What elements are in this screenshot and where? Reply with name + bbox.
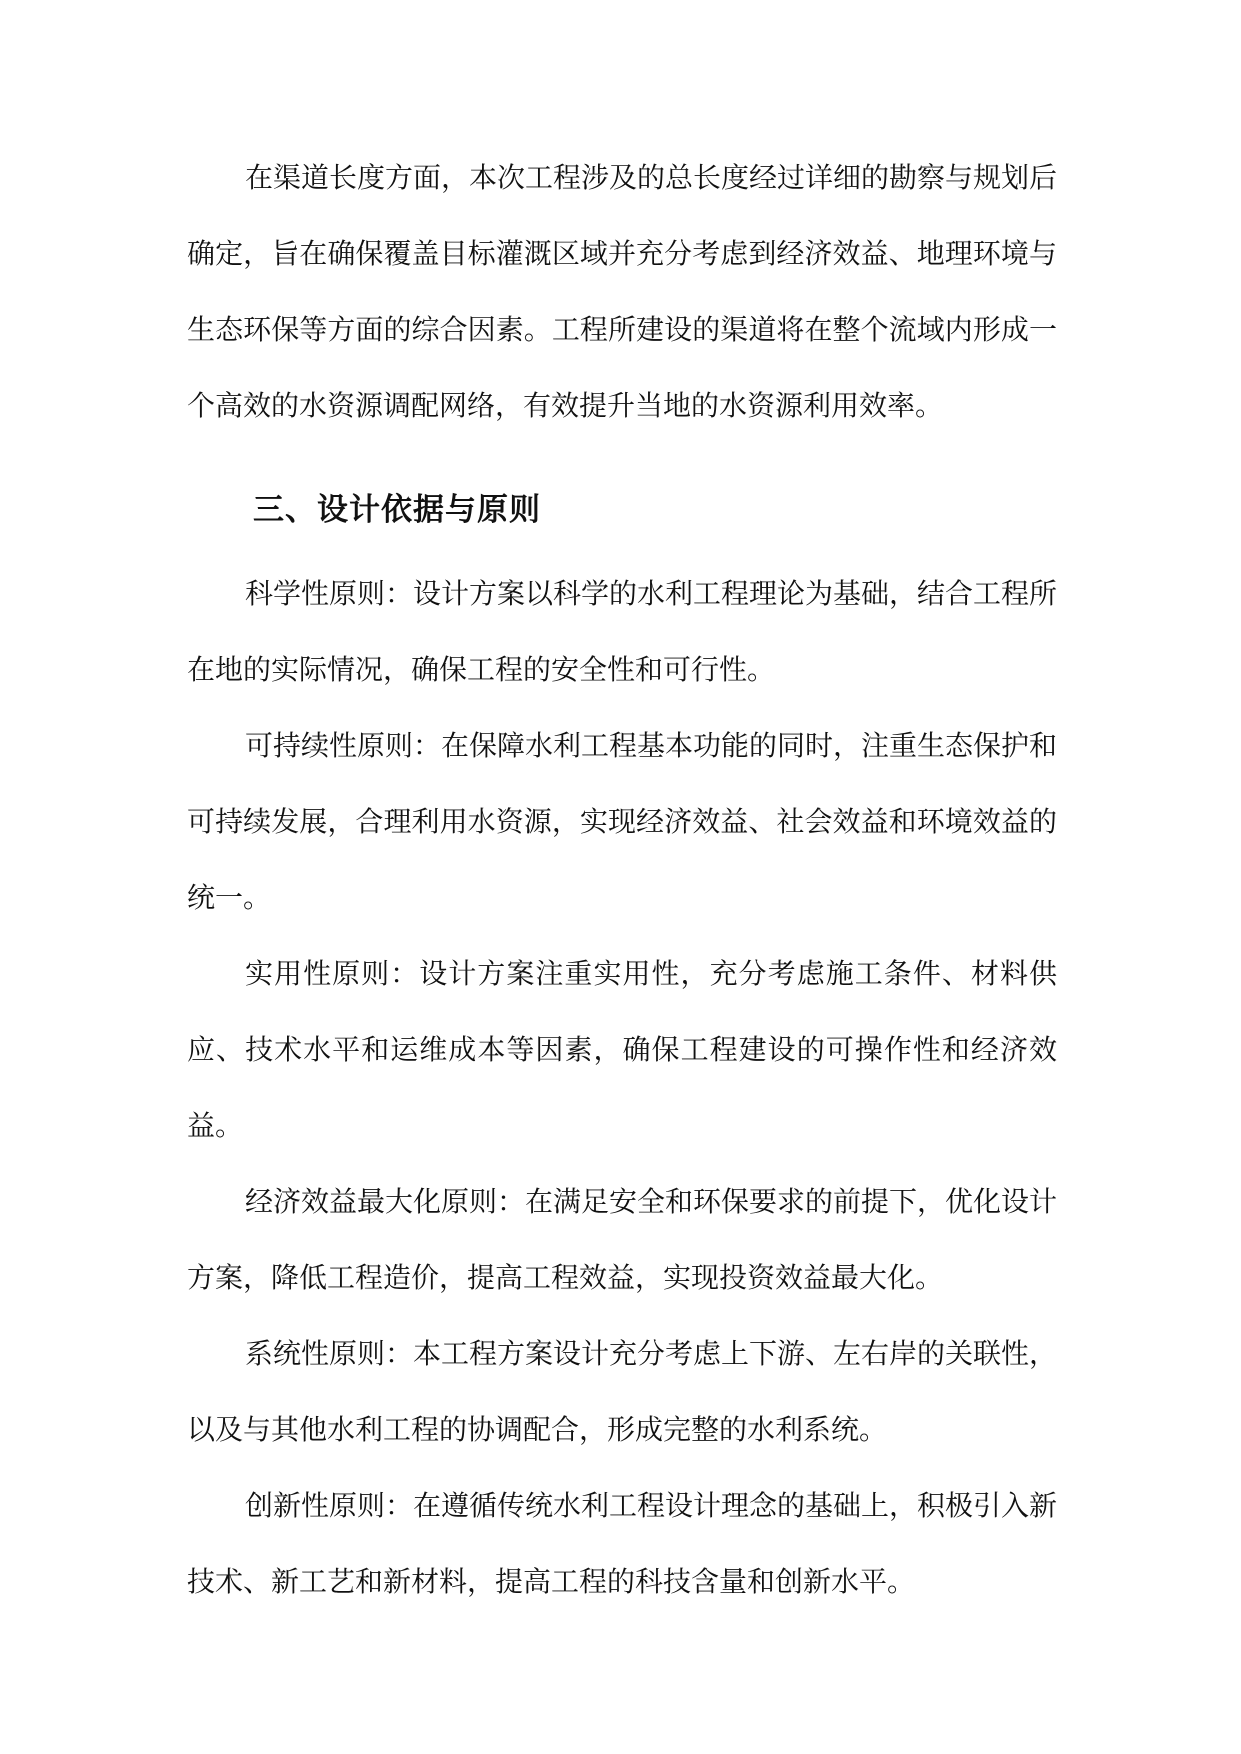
principle-scientific: 科学性原则：设计方案以科学的水利工程理论为基础，结合工程所在地的实际情况，确保工程的安全性和可行性。 <box>187 577 1058 686</box>
principle-systematic: 系统性原则：本工程方案设计充分考虑上下游、左右岸的关联性，以及与其他水利工程的协调配合，形成完整的水利系统。 <box>187 1337 1058 1446</box>
intro-paragraph: 在渠道长度方面，本次工程涉及的总长度经过详细的勘察与规划后确定，旨在确保覆盖目标灌溉区域并充分考虑到经济效益、地理环境与生态环保等方面的综合因素。工程所建设的渠道将在整个流域内形成一个高效的水资源调配网络，有效提升当地的水资源利用效率。 <box>187 161 1058 422</box>
principle-sustainable: 可持续性原则：在保障水利工程基本功能的同时，注重生态保护和可持续发展，合理利用水资源，实现经济效益、社会效益和环境效益的统一。 <box>187 729 1058 914</box>
document-body <box>187 140 1057 1620</box>
principle-practical: 实用性原则：设计方案注重实用性，充分考虑施工条件、材料供应、技术水平和运维成本等因素，确保工程建设的可操作性和经济效益。 <box>187 957 1057 1142</box>
section-heading: 三、设计依据与原则 <box>253 492 541 528</box>
principle-economic: 经济效益最大化原则：在满足安全和环保要求的前提下，优化设计方案，降低工程造价，提高工程效益，实现投资效益最大化。 <box>187 1185 1058 1294</box>
spacer <box>187 444 1057 450</box>
principle-innovative: 创新性原则：在遵循传统水利工程设计理念的基础上，积极引入新技术、新工艺和新材料，提高工程的科技含量和创新水平。 <box>187 1489 1058 1598</box>
